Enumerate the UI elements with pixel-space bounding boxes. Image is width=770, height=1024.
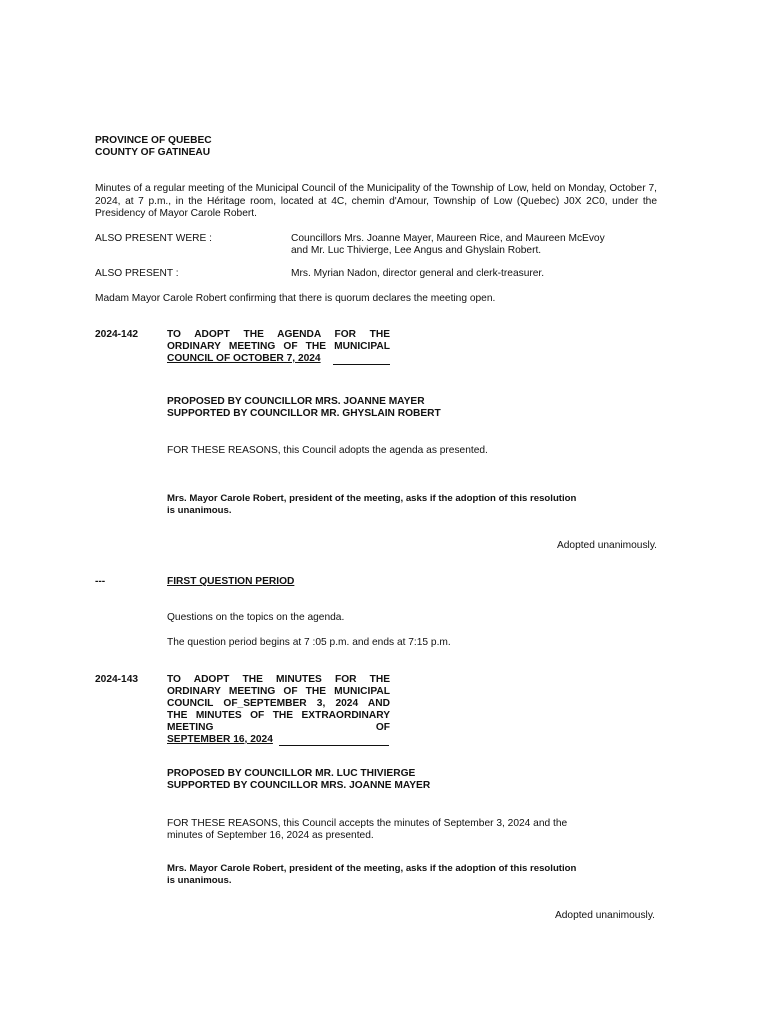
res143-title-line1: TO ADOPT THE MINUTES FOR THE [167,674,390,685]
res142-supported: SUPPORTED BY COUNCILLOR MR. GHYSLAIN ROBERT [167,408,441,419]
res142-ask-line2: is unanimous. [167,505,232,516]
res143-reasons-line2: minutes of September 16, 2024 as presented. [167,830,374,841]
intro-paragraph: Minutes of a regular meeting of the Municipal Council of the Municipality of the Township of Low, held on Monday, October 7, 2024, at 7 p.m., in the Héritage room, located at 4C, chemin d'Amour, Township of Low (Quebec) J0X 2C0, under the Presidency of Mayor Carole Robert. [95,183,657,219]
res143-title-line6: SEPTEMBER 16, 2024 [167,734,273,745]
res142-title-line1: TO ADOPT THE AGENDA FOR THE [167,329,390,340]
res142-title-underline [333,364,390,365]
present-label: ALSO PRESENT WERE : [95,233,212,244]
present-value-line1: Councillors Mrs. Joanne Mayer, Maureen Rice, and Maureen McEvoy [291,233,605,244]
also-present-value: Mrs. Myrian Nadon, director general and clerk-treasurer. [291,268,545,279]
res143-ask-line1: Mrs. Mayor Carole Robert, president of the meeting, asks if the adoption of this resolution [167,863,577,874]
res143-title-line4: THE MINUTES OF THE EXTRAORDINARY [167,710,390,721]
res143-number: 2024-143 [95,674,139,685]
res143-reasons-line1: FOR THESE REASONS, this Council accepts the minutes of September 3, 2024 and the [167,818,568,829]
res142-title-line2: ORDINARY MEETING OF THE MUNICIPAL [167,341,390,352]
res142-ask-line1: Mrs. Mayor Carole Robert, president of the meeting, asks if the adoption of this resolution [167,493,577,504]
county-heading: COUNTY OF GATINEAU [95,147,211,158]
res143-adopted: Adopted unanimously. [554,910,655,921]
res143-proposed: PROPOSED BY COUNCILLOR MR. LUC THIVIERGE [167,768,416,779]
also-present-label: ALSO PRESENT : [95,268,179,279]
question-period-times: The question period begins at 7 :05 p.m. and ends at 7:15 p.m. [167,637,451,648]
question-period-title: FIRST QUESTION PERIOD [167,576,295,587]
res142-reasons: FOR THESE REASONS, this Council adopts the agenda as presented. [167,445,488,456]
res143-title-line2: ORDINARY MEETING OF THE MUNICIPAL [167,686,390,697]
res143-title-underline [279,745,389,746]
res142-title-line3: COUNCIL OF OCTOBER 7, 2024 [167,353,321,364]
res143-ask-line2: is unanimous. [167,875,232,886]
res143-title-line3: COUNCIL OF_SEPTEMBER 3, 2024 AND [167,698,390,709]
quorum-statement: Madam Mayor Carole Robert confirming that there is quorum declares the meeting open. [95,293,496,304]
question-period-number: --- [95,576,106,587]
present-value-line2: and Mr. Luc Thivierge, Lee Angus and Ghyslain Robert. [291,245,542,256]
res142-adopted: Adopted unanimously. [556,540,657,551]
question-period-topics: Questions on the topics on the agenda. [167,612,345,623]
province-heading: PROVINCE OF QUEBEC [95,135,212,146]
res143-title-line5: MEETING OF [167,722,390,733]
res142-number: 2024-142 [95,329,139,340]
res143-supported: SUPPORTED BY COUNCILLOR MRS. JOANNE MAYER [167,780,431,791]
res142-proposed: PROPOSED BY COUNCILLOR MRS. JOANNE MAYER [167,396,425,407]
